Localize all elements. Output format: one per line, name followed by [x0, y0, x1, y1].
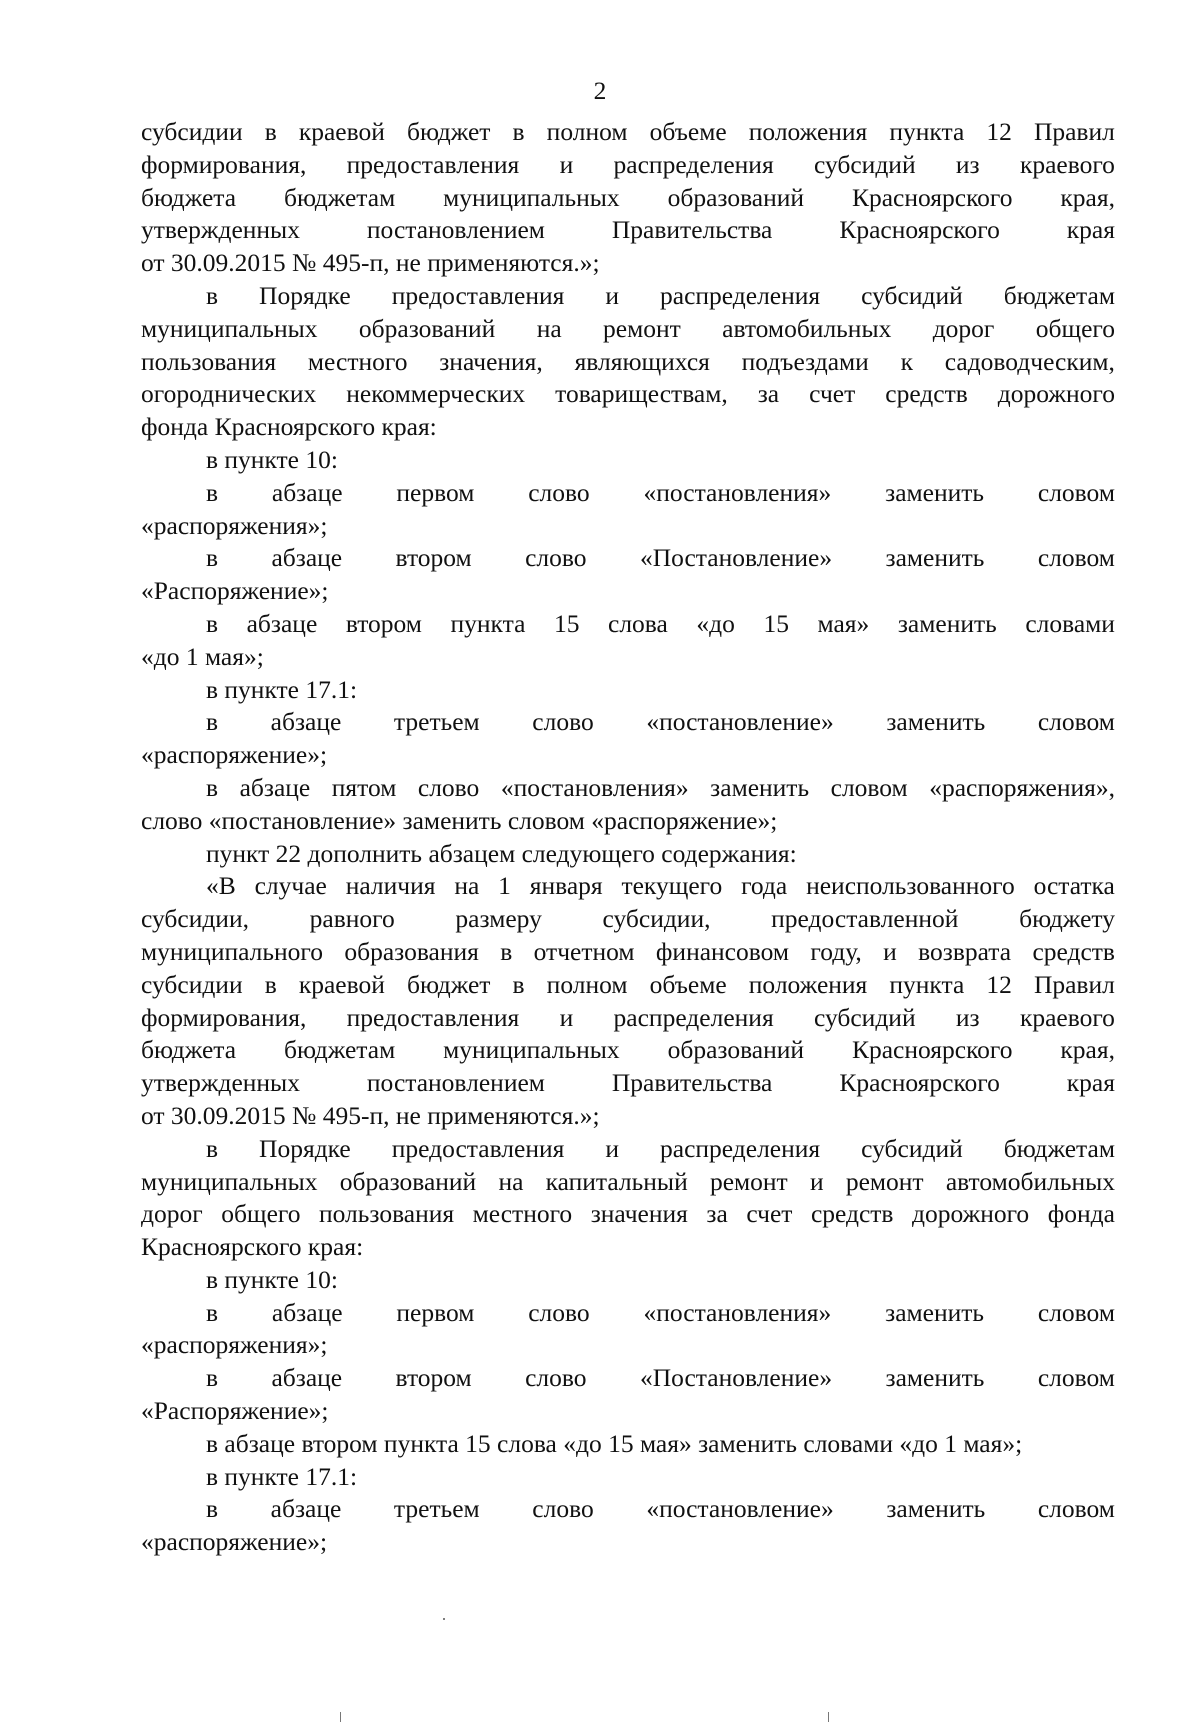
word: словом	[830, 772, 908, 802]
word: значения,	[439, 346, 543, 376]
word: постановлением	[366, 215, 545, 245]
word: из	[955, 1002, 980, 1032]
text-line: Красноярского края:	[141, 1232, 364, 1262]
word: и	[559, 1002, 574, 1032]
text-line	[141, 116, 1115, 149]
word: и	[559, 149, 574, 179]
text-line: фонда Красноярского края:	[141, 412, 437, 442]
paragraph	[141, 280, 1115, 444]
word: 12	[986, 969, 1012, 999]
word: заменить	[886, 1494, 986, 1524]
text-line	[141, 706, 1115, 739]
paragraph	[141, 608, 1115, 674]
word: муниципальных	[141, 313, 318, 343]
word: «постановление»	[646, 707, 834, 737]
word: положения	[748, 117, 868, 146]
text-line: «Распоряжение»;	[141, 576, 329, 606]
word: размеру	[455, 904, 542, 934]
word: в	[512, 117, 525, 146]
text-line: «распоряжение»;	[141, 740, 328, 770]
word: предоставления	[391, 1133, 565, 1163]
word: и	[809, 1166, 824, 1196]
word: в	[206, 477, 219, 507]
paragraph	[141, 1297, 1115, 1363]
word: 12	[986, 117, 1012, 146]
word: субсидии	[141, 117, 243, 146]
word: фонда	[1047, 1199, 1115, 1229]
word: «до	[696, 608, 735, 638]
text-line	[141, 936, 1115, 969]
word: году,	[810, 936, 862, 966]
word: словом	[1037, 1363, 1115, 1393]
word: «постановления»	[500, 772, 689, 802]
word: распределения	[613, 1002, 774, 1032]
word: средств	[885, 379, 968, 409]
word: случае	[254, 871, 327, 901]
scan-edge-mark	[340, 1712, 341, 1722]
paragraph	[141, 477, 1115, 543]
word: в	[500, 936, 513, 966]
word: Красноярского	[851, 1035, 1013, 1065]
word: 15	[763, 608, 789, 638]
word: слово	[532, 707, 594, 737]
word: к	[900, 346, 913, 376]
word: втором	[395, 543, 472, 573]
word: Правил	[1033, 969, 1115, 999]
text-line	[141, 280, 1115, 313]
word: объеме	[649, 117, 727, 146]
word: краевой	[298, 969, 385, 999]
word: первом	[396, 477, 475, 507]
word: мая»	[817, 608, 870, 638]
word: капитальный	[545, 1166, 688, 1196]
text-line	[141, 1198, 1115, 1231]
word: неиспользованного	[806, 871, 1015, 901]
word: абзаце	[239, 772, 311, 802]
word: ремонт	[709, 1166, 788, 1196]
word: на	[498, 1166, 524, 1196]
word: словом	[1037, 477, 1115, 507]
text-line: «до 1 мая»;	[141, 641, 264, 671]
word: средств	[810, 1199, 894, 1229]
word: счет	[809, 379, 856, 409]
scan-speck	[443, 1618, 445, 1620]
word: Красноярского	[839, 215, 1000, 245]
paragraph	[141, 772, 1115, 838]
word: утвержденных	[141, 1068, 300, 1098]
word: полном	[546, 117, 628, 146]
word: из	[955, 149, 980, 179]
word: Красноярского	[839, 1068, 1000, 1098]
word: Правительства	[611, 1068, 773, 1098]
word: субсидий	[813, 149, 916, 179]
word: в	[206, 280, 219, 310]
word: первом	[396, 1297, 475, 1327]
word: бюджета	[141, 1035, 237, 1065]
word: бюджетам	[1003, 1133, 1115, 1163]
word: слова	[608, 608, 668, 638]
word: образований	[339, 1166, 477, 1196]
word: года	[741, 871, 788, 901]
word: «постановления»	[643, 1297, 832, 1327]
word: Правил	[1033, 117, 1115, 146]
paragraph	[141, 838, 1115, 871]
text-line: в пункте 17.1:	[206, 1461, 358, 1491]
word: абзаце	[246, 608, 318, 638]
word: общего	[221, 1199, 301, 1229]
word: заменить	[886, 707, 986, 737]
word: словами	[1025, 608, 1115, 638]
word: в	[264, 117, 277, 146]
word: предоставленной	[771, 904, 959, 934]
word: словом	[1037, 707, 1115, 737]
word: абзаце	[270, 1494, 342, 1524]
word: в	[206, 1133, 219, 1163]
word: краевого	[1019, 1002, 1115, 1032]
word: слово	[417, 772, 480, 802]
text-line	[141, 542, 1115, 575]
word: за	[757, 379, 780, 409]
text-line	[141, 772, 1115, 805]
text-line	[141, 313, 1115, 346]
word: распределения	[613, 149, 774, 179]
paragraph	[141, 674, 1115, 707]
word: словом	[1037, 543, 1115, 573]
paragraph	[141, 444, 1115, 477]
word: местного	[307, 346, 408, 376]
word: общего	[1035, 313, 1115, 343]
word: являющихся	[574, 346, 710, 376]
text-line: «распоряжения»;	[141, 1330, 328, 1360]
word: слово	[532, 1494, 594, 1524]
text-line	[141, 1297, 1115, 1330]
word: формирования,	[141, 149, 307, 179]
word: дорог	[932, 313, 995, 343]
word: счет	[746, 1199, 793, 1229]
word: 1	[498, 871, 511, 901]
text-line	[141, 1067, 1115, 1100]
word: бюджетам	[1003, 280, 1115, 310]
word: «В	[206, 871, 236, 901]
text-line: «Распоряжение»;	[141, 1396, 329, 1426]
text-line	[141, 378, 1115, 411]
word: образований	[358, 313, 496, 343]
text-line	[141, 1034, 1115, 1067]
text-line	[141, 1002, 1115, 1035]
word: пользования	[318, 1199, 455, 1229]
word: субсидий	[861, 280, 963, 310]
word: Правительства	[611, 215, 773, 245]
paragraph	[141, 1493, 1115, 1559]
text-line: в пункте 10:	[206, 444, 338, 474]
word: объеме	[649, 969, 727, 999]
word: образований	[667, 182, 805, 212]
word: товариществам,	[555, 379, 728, 409]
word: словом	[1037, 1494, 1115, 1524]
word: утвержденных	[141, 215, 300, 245]
word: садоводческим,	[944, 346, 1115, 376]
word: Красноярского	[851, 182, 1013, 212]
word: края	[1066, 1068, 1115, 1098]
paragraph	[141, 1428, 1115, 1461]
word: распределения	[660, 1133, 821, 1163]
word: в	[206, 1297, 219, 1327]
text-line	[141, 870, 1115, 903]
text-line: от 30.09.2015 № 495-п, не применяются.»;	[141, 1100, 600, 1130]
word: заменить	[897, 608, 997, 638]
word: полном	[546, 969, 628, 999]
text-line	[141, 608, 1115, 641]
word: средств	[1032, 936, 1115, 966]
text-line	[141, 182, 1115, 215]
word: абзаце	[271, 543, 343, 573]
word: абзаце	[271, 1363, 343, 1393]
word: дорожного	[911, 1199, 1030, 1229]
word: пункта	[889, 969, 965, 999]
word: абзаце	[270, 707, 342, 737]
text-line	[141, 1362, 1115, 1395]
text-line	[141, 1133, 1115, 1166]
word: муниципальных	[141, 1166, 318, 1196]
word: пользования	[141, 346, 277, 376]
paragraph	[141, 1264, 1115, 1297]
paragraph	[141, 1362, 1115, 1428]
word: «Постановление»	[639, 1363, 833, 1393]
word: в	[206, 543, 219, 573]
text-line	[141, 903, 1115, 936]
word: края	[1066, 215, 1115, 245]
word: втором	[395, 1363, 472, 1393]
word: «Постановление»	[639, 543, 833, 573]
word: пункта	[889, 117, 965, 146]
word: абзаце	[271, 1297, 343, 1327]
word: бюджет	[406, 969, 491, 999]
word: 15	[553, 608, 580, 638]
word: образования	[344, 936, 479, 966]
word: заменить	[885, 477, 985, 507]
text-line: «распоряжение»;	[141, 1527, 328, 1557]
word: некоммерческих	[346, 379, 526, 409]
text-line: в пункте 17.1:	[206, 674, 358, 704]
word: автомобильных	[722, 313, 892, 343]
word: муниципального	[141, 936, 323, 966]
word: Порядке	[259, 280, 351, 310]
text-line	[141, 346, 1115, 379]
word: в	[206, 707, 219, 737]
word: бюджету	[1019, 904, 1115, 934]
word: слово	[525, 1363, 587, 1393]
word: значения	[590, 1199, 688, 1229]
word: финансовом	[655, 936, 790, 966]
word: января	[529, 871, 603, 901]
word: в	[206, 608, 219, 638]
paragraph	[141, 706, 1115, 772]
page-number: 2	[593, 76, 607, 105]
text-line: в пункте 10:	[206, 1264, 338, 1294]
word: заменить	[885, 1363, 985, 1393]
word: за	[706, 1199, 728, 1229]
word: формирования,	[141, 1002, 307, 1032]
word: и	[605, 280, 620, 310]
text-line	[141, 1493, 1115, 1526]
word: наличия	[345, 871, 436, 901]
word: возврата	[918, 936, 1012, 966]
text-line: пункт 22 дополнить абзацем следующего содержания:	[206, 838, 797, 868]
text-line: в абзаце втором пункта 15 слова «до 15 мая» заменить словами «до 1 мая»;	[206, 1428, 1023, 1458]
paragraph	[141, 116, 1115, 280]
word: «распоряжения»,	[929, 772, 1115, 802]
word: субсидии,	[602, 904, 711, 934]
word: автомобильных	[945, 1166, 1115, 1196]
word: пункта	[450, 608, 526, 638]
word: огороднических	[141, 379, 317, 409]
word: местного	[472, 1199, 573, 1229]
paragraph	[141, 1461, 1115, 1494]
word: абзаце	[271, 477, 343, 507]
word: предоставления	[346, 149, 520, 179]
word: слово	[525, 543, 587, 573]
word: втором	[345, 608, 422, 638]
word: «постановление»	[646, 1494, 834, 1524]
word: «постановления»	[643, 477, 832, 507]
word: ремонт	[603, 313, 681, 343]
word: пятом	[331, 772, 397, 802]
word: бюджета	[141, 182, 237, 212]
word: на	[536, 313, 562, 343]
paragraph	[141, 870, 1115, 1132]
word: муниципальных	[443, 182, 620, 212]
text-line	[141, 477, 1115, 510]
word: субсидии	[141, 969, 243, 999]
word: заменить	[885, 1297, 985, 1327]
word: заменить	[710, 772, 810, 802]
text-line: слово «постановление» заменить словом «распоряжение»;	[141, 805, 778, 835]
word: муниципальных	[443, 1035, 620, 1065]
word: третьем	[393, 1494, 480, 1524]
word: отчетном	[533, 936, 635, 966]
word: бюджет	[406, 117, 491, 146]
word: предоставления	[391, 280, 565, 310]
paragraph	[141, 1133, 1115, 1264]
word: и	[605, 1133, 620, 1163]
word: края,	[1060, 1035, 1115, 1065]
word: субсидии,	[141, 904, 249, 934]
word: Порядке	[259, 1133, 351, 1163]
word: бюджетам	[284, 182, 396, 212]
word: субсидий	[861, 1133, 963, 1163]
word: ремонт	[845, 1166, 924, 1196]
word: в	[206, 1363, 219, 1393]
word: остатка	[1033, 871, 1115, 901]
word: предоставления	[346, 1002, 520, 1032]
word: равного	[309, 904, 395, 934]
paragraph	[141, 542, 1115, 608]
word: дорог	[141, 1199, 203, 1229]
text-line	[141, 149, 1115, 182]
word: положения	[748, 969, 868, 999]
word: образований	[667, 1035, 805, 1065]
word: субсидий	[813, 1002, 916, 1032]
word: в	[264, 969, 277, 999]
word: третьем	[393, 707, 480, 737]
scan-edge-mark	[828, 1712, 829, 1722]
word: в	[512, 969, 525, 999]
word: текущего	[621, 871, 723, 901]
text-line	[141, 1166, 1115, 1199]
word: дорожного	[997, 379, 1115, 409]
word: в	[206, 772, 219, 802]
text-line	[141, 214, 1115, 247]
text-line: от 30.09.2015 № 495-п, не применяются.»;	[141, 248, 600, 278]
word: и	[883, 936, 897, 966]
word: слово	[528, 1297, 590, 1327]
text-line: «распоряжения»;	[141, 510, 328, 540]
word: на	[454, 871, 480, 901]
text-line	[141, 969, 1115, 1002]
word: слово	[528, 477, 590, 507]
word: распределения	[660, 280, 821, 310]
word: бюджетам	[284, 1035, 396, 1065]
word: края,	[1060, 182, 1115, 212]
word: постановлением	[366, 1068, 545, 1098]
word: краевой	[298, 117, 385, 146]
word: краевого	[1019, 149, 1115, 179]
word: в	[206, 1494, 219, 1524]
word: заменить	[885, 543, 985, 573]
word: подъездами	[741, 346, 869, 376]
word: словом	[1037, 1297, 1115, 1327]
document-body	[141, 116, 1115, 1559]
